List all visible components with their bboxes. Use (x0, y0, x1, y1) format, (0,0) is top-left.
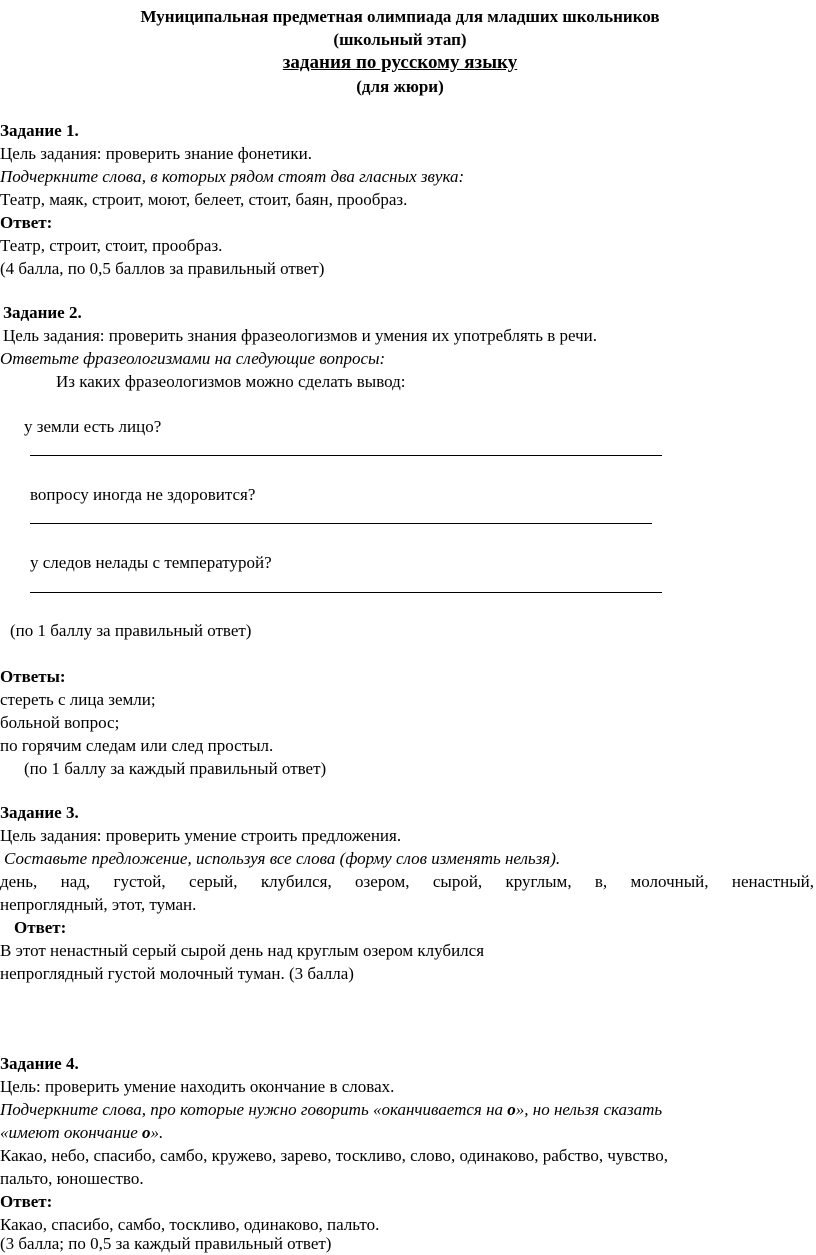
task4-goal: Цель: проверить умение находить окончание в словах. (0, 1077, 395, 1096)
answer-line-2 (30, 523, 652, 524)
task3-answer-line2: непроглядный густой молочный туман. (3 балла) (0, 964, 354, 983)
task4-answer-label: Ответ: (0, 1192, 53, 1211)
task3-instruction: Составьте предложение, используя все слова (форму слов изменять нельзя). (4, 849, 561, 868)
task2-instruction: Ответьте фразеологизмами на следующие вопросы: (0, 349, 386, 368)
task2-question-3: у следов нелады с температурой? (30, 553, 272, 572)
task2-question-1: у земли есть лицо? (24, 417, 162, 436)
task2-prompt: Из каких фразеологизмов можно сделать вывод: (56, 372, 406, 391)
task4-instruction-text-d: ». (150, 1123, 164, 1142)
task4-answer: Какао, спасибо, самбо, тоскливо, одинаково, пальто. (0, 1215, 380, 1234)
task2-goal: Цель задания: проверить знания фразеологизмов и умения их употреблять в речи. (3, 326, 597, 345)
answer-line-3 (30, 592, 662, 593)
task4-words-line1: Какао, небо, спасибо, самбо, кружево, зарево, тоскливо, слово, одинаково, рабство, чувство, (0, 1146, 668, 1165)
header-stage: (школьный этап) (333, 30, 467, 49)
task1-instruction: Подчеркните слова, в которых рядом стоят два гласных звука: (0, 167, 465, 186)
task1-goal: Цель задания: проверить знание фонетики. (0, 144, 312, 163)
answer-line-1 (30, 455, 662, 456)
task2-question-2: вопросу иногда не здоровится? (30, 485, 256, 504)
header-jury: (для жюри) (356, 77, 444, 96)
header-title: Муниципальная предметная олимпиада для младших школьников (140, 7, 660, 26)
task1-score: (4 балла, по 0,5 баллов за правильный ответ) (0, 259, 325, 278)
task4-instruction-text-a: Подчеркните слова, про которые нужно говорить «оканчивается на (0, 1100, 508, 1119)
task3-answer-label: Ответ: (14, 918, 67, 937)
task1-answer: Театр, строит, стоит, прообраз. (0, 236, 223, 255)
task3-words-line2: непроглядный, этот, туман. (0, 895, 197, 914)
task2-answer-2: больной вопрос; (0, 713, 120, 732)
task4-instruction-text-b: », но нельзя сказать (515, 1100, 663, 1119)
task2-answers-score: (по 1 баллу за каждый правильный ответ) (24, 759, 327, 778)
task3-words-line1: день, над, густой, серый, клубился, озером, сырой, круглым, в, молочный, ненастный, (0, 872, 814, 891)
task4-words-line2: пальто, юношество. (0, 1169, 144, 1188)
task4-instruction-o1: о (507, 1100, 516, 1119)
task4-instruction-line2 (0, 1122, 163, 1144)
task4-instruction-text-c: «имеют окончание (0, 1123, 142, 1142)
task3-goal: Цель задания: проверить умение строить предложения. (0, 826, 402, 845)
task3-title: Задание 3. (0, 803, 79, 822)
task4-instruction-o2: о (142, 1123, 151, 1142)
header-subject: задания по русскому языку (282, 52, 518, 73)
task2-answer-3: по горячим следам или след простыл. (0, 736, 274, 755)
task4-title: Задание 4. (0, 1054, 79, 1073)
task1-title: Задание 1. (0, 121, 79, 140)
task2-answer-1: стереть с лица земли; (0, 690, 156, 709)
task2-answers-label: Ответы: (0, 667, 66, 686)
task3-answer-line1: В этот ненастный серый сырой день над круглым озером клубился (0, 941, 485, 960)
task1-answer-label: Ответ: (0, 213, 53, 232)
task2-score: (по 1 баллу за правильный ответ) (10, 621, 252, 640)
task4-instruction-line1 (0, 1099, 662, 1121)
task4-score: (3 балла; по 0,5 за каждый правильный ответ) (0, 1234, 332, 1253)
task1-words: Театр, маяк, строит, моют, белеет, стоит, баян, прообраз. (0, 190, 408, 209)
task2-title: Задание 2. (3, 303, 82, 322)
